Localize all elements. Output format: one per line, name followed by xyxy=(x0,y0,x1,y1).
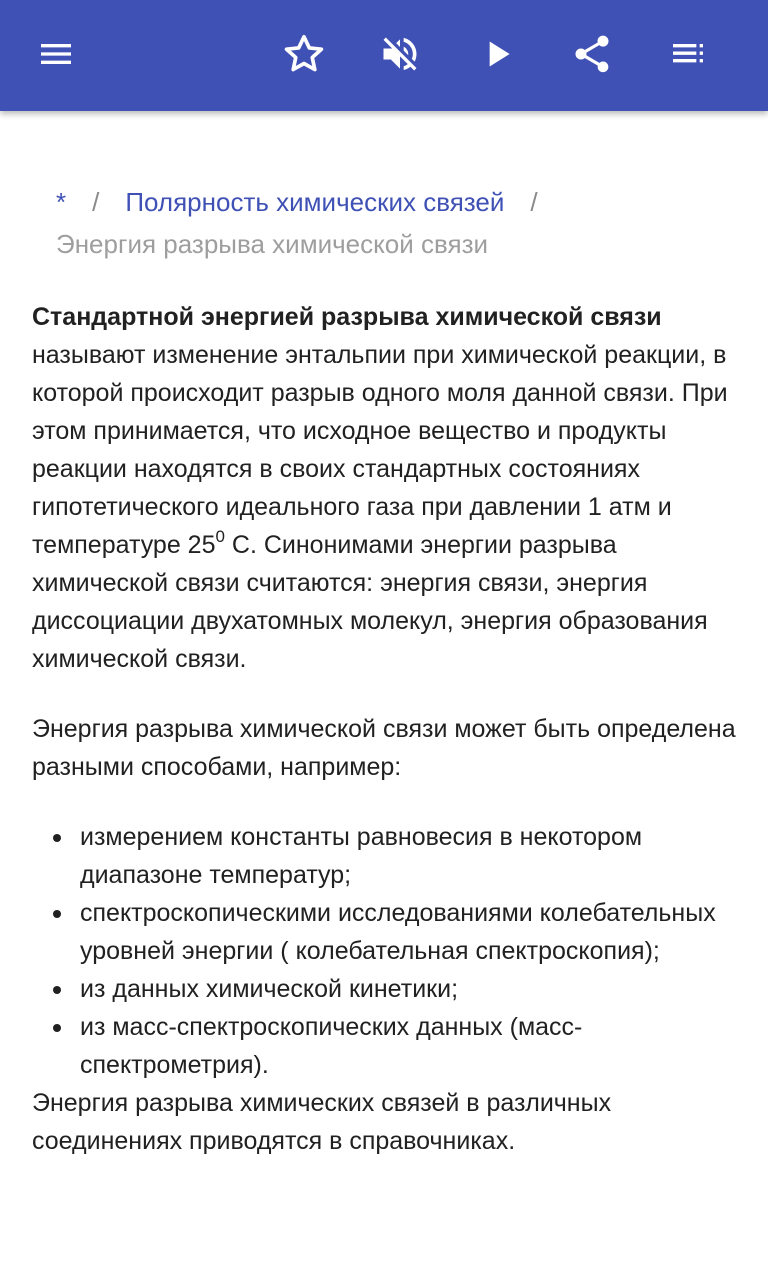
play-button[interactable] xyxy=(466,22,530,86)
volume-off-icon xyxy=(378,32,422,76)
sound-toggle-button[interactable] xyxy=(368,22,432,86)
list-item: из масс-спектроскопических данных (масс-спектрометрия). xyxy=(80,1008,744,1084)
methods-list xyxy=(32,818,744,1084)
paragraph-methods-intro: Энергия разрыва химической связи может быть определена разными способами, например: xyxy=(32,715,736,781)
breadcrumb xyxy=(56,181,736,265)
term-bold: Стандартной энергией разрыва химической связи xyxy=(32,303,662,331)
article-content xyxy=(0,111,768,1280)
paragraph-definition xyxy=(32,298,744,678)
star-outline-icon xyxy=(282,32,326,76)
breadcrumb-root-link[interactable]: * xyxy=(56,187,67,217)
paragraph-text: называют изменение энтальпии при химической реакции, в которой происходит разрыв одного моля данной связи. При этом принимается, что исходное вещество и продукты реакции находятся в своих стандартных состояниях гипотетического идеального газа при давлении 1 атм и температуре 25 xyxy=(32,341,728,559)
breadcrumb-parent-link[interactable]: Полярность химических связей xyxy=(125,187,505,217)
play-icon xyxy=(478,34,518,74)
paragraph-text: С. Синонимами энергии разрыва химической связи считаются: энергия связи, энергия диссоциации двухатомных молекул, энергия образования химической связи. xyxy=(32,531,708,673)
menu-icon xyxy=(36,34,76,74)
article-body xyxy=(32,298,744,1160)
paragraph-reference: Энергия разрыва химических связей в различных соединениях приводятся в справочниках. xyxy=(32,1089,612,1155)
list-item: измерением константы равновесия в некотором диапазоне температур; xyxy=(80,818,744,894)
list-item: из данных химической кинетики; xyxy=(80,970,744,1008)
contents-button[interactable] xyxy=(656,22,720,86)
list-item: спектроскопическими исследованиями колебательных уровней энергии ( колебательная спектроскопия); xyxy=(80,894,744,970)
superscript: 0 xyxy=(215,526,225,546)
breadcrumb-current: Энергия разрыва химической связи xyxy=(56,229,489,259)
breadcrumb-separator: / xyxy=(92,187,100,217)
share-icon xyxy=(570,32,614,76)
breadcrumb-separator: / xyxy=(530,187,538,217)
app-toolbar xyxy=(0,0,768,111)
playlist-icon xyxy=(668,34,708,74)
menu-button[interactable] xyxy=(24,22,88,86)
favorite-button[interactable] xyxy=(272,22,336,86)
share-button[interactable] xyxy=(560,22,624,86)
